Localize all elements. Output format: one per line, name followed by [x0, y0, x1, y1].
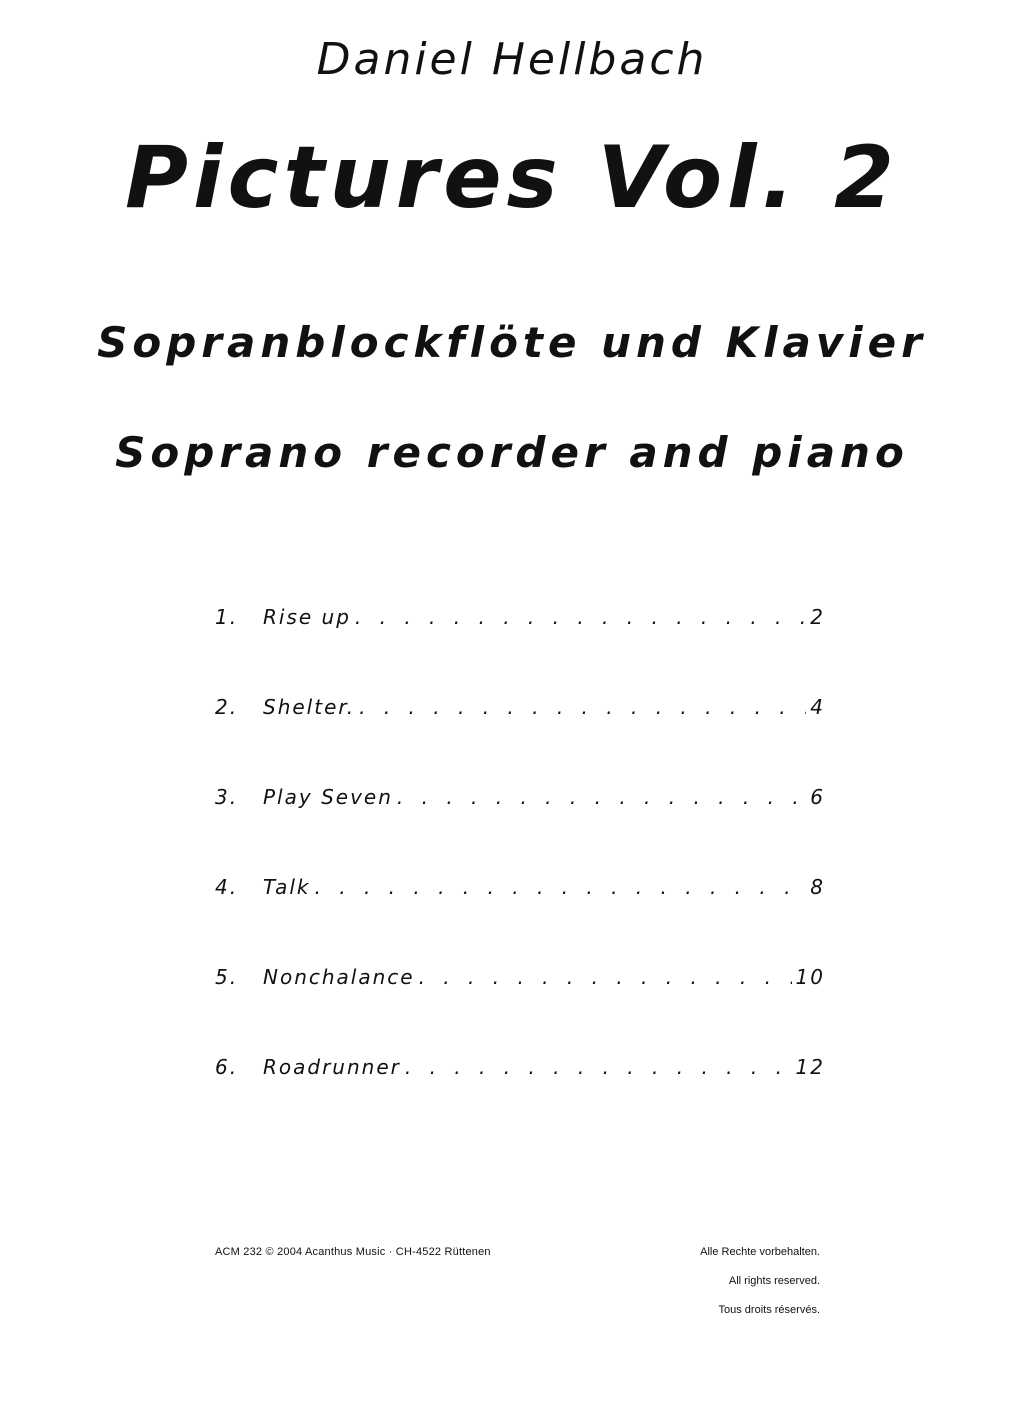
rights-english: All rights reserved. — [728, 1275, 820, 1287]
rights-french: Tous droits réservés. — [718, 1304, 820, 1316]
toc-entry-number: 6. — [215, 1055, 239, 1079]
toc-dot-leader — [355, 600, 806, 634]
publisher-line: ACM 232 © 2004 Acanthus Music · CH-4522 Rüttenen — [215, 1246, 491, 1258]
toc-entry-title: Nonchalance — [263, 965, 415, 989]
subtitle-english: Soprano recorder and piano — [115, 428, 909, 477]
toc-entry — [215, 960, 825, 1050]
toc-entry — [215, 690, 825, 780]
toc-entry-title: Shelter. — [263, 695, 356, 719]
toc-entry-number: 4. — [215, 875, 239, 899]
toc-entry-page: 4 — [810, 695, 825, 719]
toc-entry-page: 6 — [810, 785, 825, 809]
page-title: Pictures Vol. 2 — [124, 128, 899, 228]
toc-dot-leader — [405, 1050, 792, 1084]
toc-dot-leader — [419, 960, 792, 994]
toc-entry-title: Talk — [263, 875, 311, 899]
toc-entry-page: 10 — [795, 965, 825, 989]
toc-entry-number: 3. — [215, 785, 239, 809]
toc-entry-title: Roadrunner — [263, 1055, 401, 1079]
toc-entry-page: 2 — [810, 605, 825, 629]
toc-entry-page: 8 — [810, 875, 825, 899]
toc-entry-title: Play Seven — [263, 785, 393, 809]
toc-entry — [215, 780, 825, 870]
toc-entry — [215, 870, 825, 960]
toc-entry-number: 5. — [215, 965, 239, 989]
composer-name: Daniel Hellbach — [316, 34, 708, 85]
toc-entry-number: 1. — [215, 605, 239, 629]
toc-entry-title: Rise up — [263, 605, 351, 629]
toc-entry — [215, 600, 825, 690]
table-of-contents — [215, 600, 825, 1140]
rights-german: Alle Rechte vorbehalten. — [700, 1246, 820, 1258]
subtitle-german: Sopranblockflöte und Klavier — [97, 318, 927, 367]
toc-entry-page: 12 — [795, 1055, 825, 1079]
toc-dot-leader — [315, 870, 807, 904]
toc-entry — [215, 1050, 825, 1140]
toc-dot-leader — [359, 690, 806, 724]
rights-notice — [700, 1246, 820, 1333]
toc-entry-number: 2. — [215, 695, 239, 719]
toc-dot-leader — [397, 780, 806, 814]
